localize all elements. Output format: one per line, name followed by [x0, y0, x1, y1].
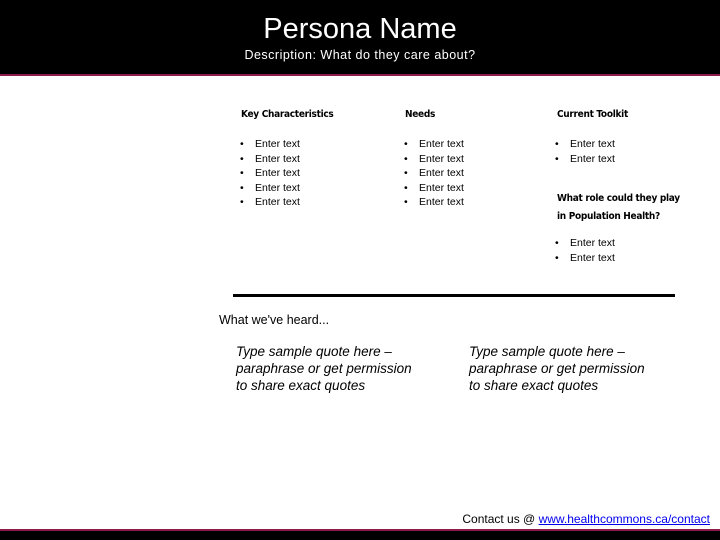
- contact-prefix: Contact us @: [462, 512, 539, 526]
- header-banner: [0, 0, 720, 76]
- quote-line: Type sample quote here –: [236, 344, 392, 359]
- list-item: • Enter text: [555, 152, 615, 167]
- list-item: • Enter text: [240, 166, 300, 181]
- list-item: • Enter text: [555, 137, 615, 152]
- quote-right: [469, 343, 669, 394]
- needs-heading: Needs: [405, 109, 436, 120]
- list-item: • Enter text: [404, 166, 464, 181]
- list-item: • Enter text: [240, 181, 300, 196]
- list-item: • Enter text: [404, 137, 464, 152]
- population-health-heading: [557, 192, 680, 224]
- needs-list: [404, 137, 464, 210]
- key-characteristics-list: [240, 137, 300, 210]
- quote-line: paraphrase or get permission: [469, 361, 645, 376]
- key-characteristics-heading: Key Characteristics: [241, 109, 334, 120]
- list-item: • Enter text: [555, 251, 615, 266]
- quote-line: to share exact quotes: [469, 378, 599, 393]
- heard-label: What we've heard...: [219, 313, 330, 327]
- current-toolkit-list: [555, 137, 615, 166]
- contact-line: [462, 512, 710, 526]
- list-item: • Enter text: [240, 195, 300, 210]
- current-toolkit-heading: Current Toolkit: [557, 109, 628, 120]
- list-item: • Enter text: [404, 195, 464, 210]
- population-health-list: [555, 236, 615, 265]
- list-item: • Enter text: [555, 236, 615, 251]
- quote-line: to share exact quotes: [236, 378, 366, 393]
- quote-line: Type sample quote here –: [469, 344, 625, 359]
- page-title: Persona Name: [263, 13, 457, 45]
- quote-line: paraphrase or get permission: [236, 361, 412, 376]
- page-subtitle: Description: What do they care about?: [244, 48, 476, 62]
- quote-left: [236, 343, 436, 394]
- population-health-heading-line1: What role could they play: [557, 193, 680, 204]
- list-item: • Enter text: [404, 181, 464, 196]
- list-item: • Enter text: [240, 152, 300, 167]
- population-health-heading-line2: in Population Health?: [557, 211, 660, 222]
- list-item: • Enter text: [240, 137, 300, 152]
- contact-link[interactable]: www.healthcommons.ca/contact: [538, 512, 710, 526]
- section-divider: [233, 294, 675, 297]
- list-item: • Enter text: [404, 152, 464, 167]
- bottom-bar: [0, 529, 720, 540]
